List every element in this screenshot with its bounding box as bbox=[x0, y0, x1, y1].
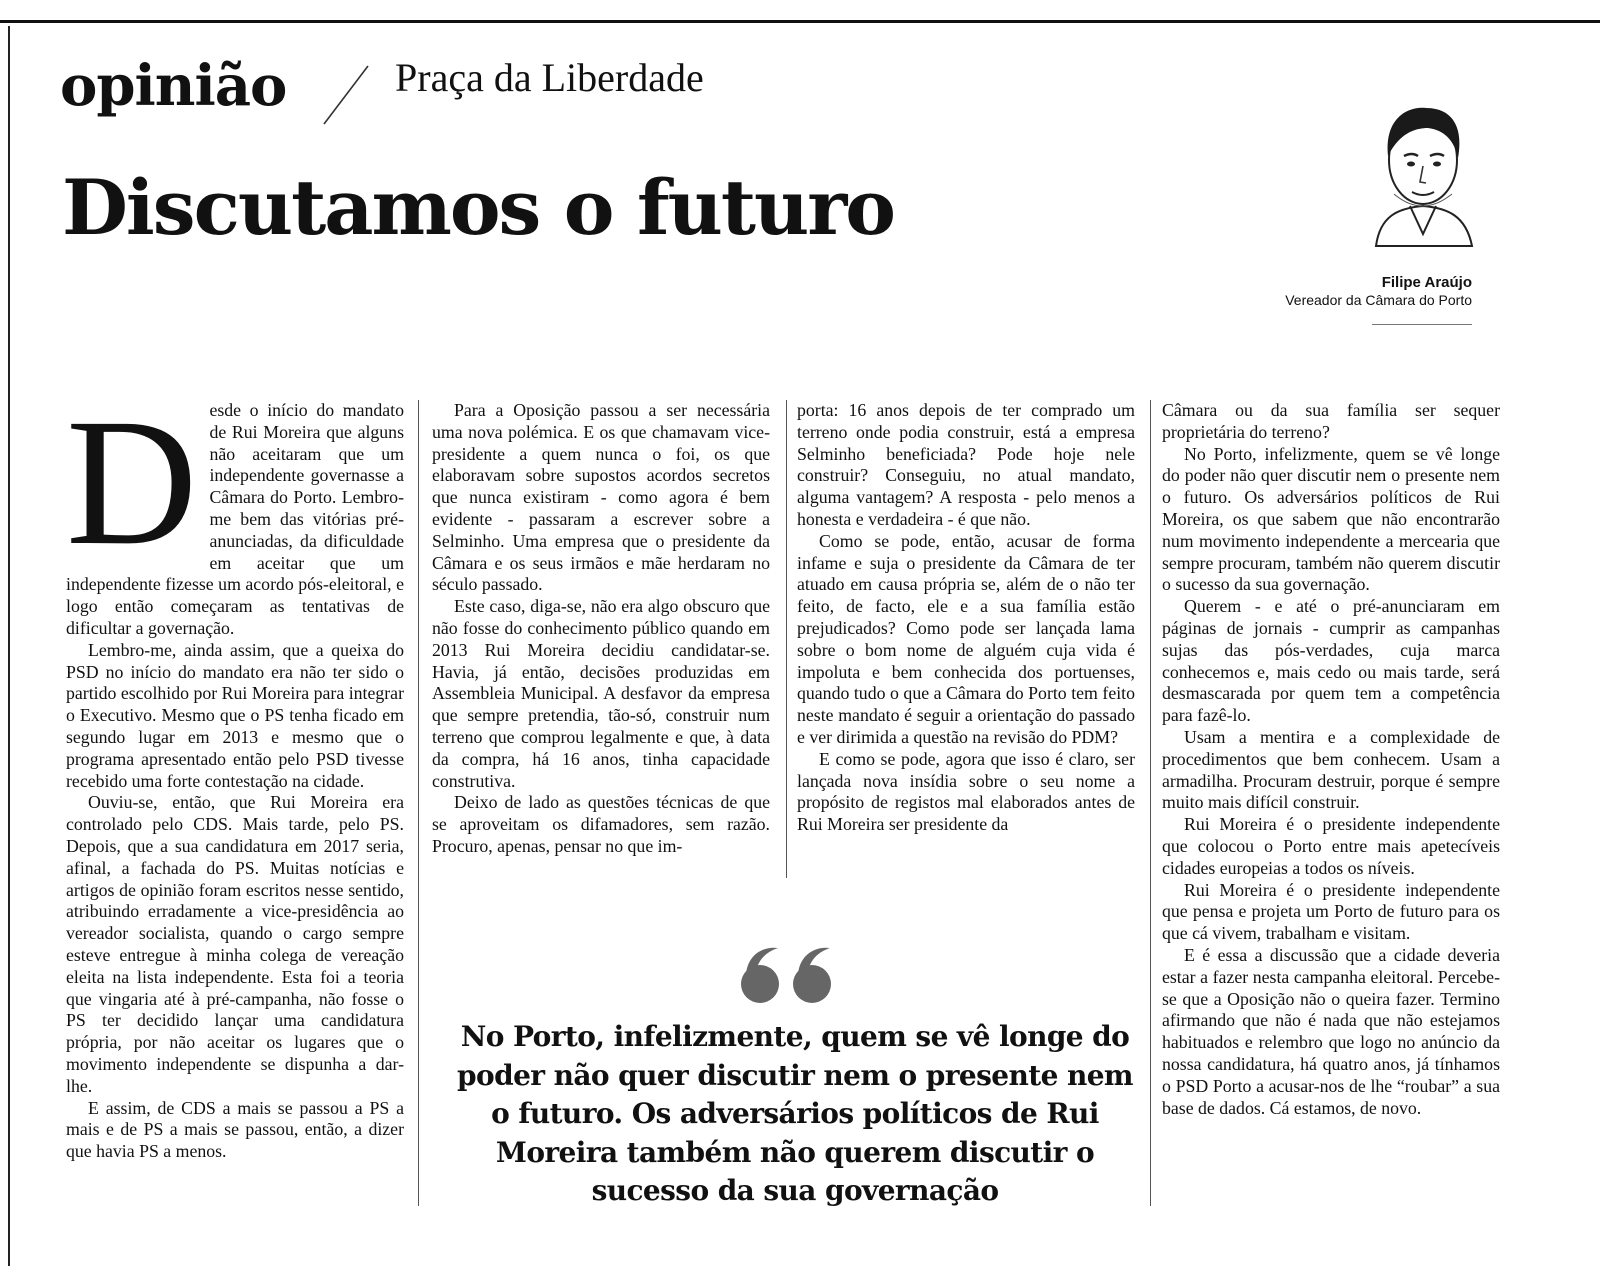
paragraph: Rui Moreira é o presidente independente que pensa e projeta um Porto de futuro para os que cá vivem, trabalham e visitam. bbox=[1162, 879, 1500, 944]
author-role: Vereador da Câmara do Porto bbox=[1285, 292, 1472, 308]
paragraph: Querem - e até o pré-anunciaram em páginas de jornais - cumprir as campanhas sujas das pós-verdades, cuja marca conhecemos e, mais cedo ou mais tarde, será desmascarada por quem tem a competência para fazê-lo. bbox=[1162, 596, 1500, 726]
quote-marks-icon bbox=[734, 944, 842, 1006]
article-column-4 bbox=[1162, 400, 1500, 1119]
author-name: Filipe Araújo bbox=[1381, 274, 1472, 291]
paragraph: Usam a mentira e a complexidade de procedimentos que bem conhecem. Usam a armadilha. Procuram destruir, porque é sempre muito mais difícil construir. bbox=[1162, 726, 1500, 813]
column-rule bbox=[418, 400, 419, 1206]
paragraph: E assim, de CDS a mais se passou a PS a mais e de PS a mais se passou, então, a dizer que havia PS a menos. bbox=[66, 1097, 404, 1162]
paragraph: Rui Moreira é o presidente independente que colocou o Porto entre mais apetecíveis cidades europeias a todos os níveis. bbox=[1162, 814, 1500, 878]
column-rule bbox=[786, 400, 787, 878]
author-portrait-icon bbox=[1368, 98, 1478, 248]
paragraph: Para a Oposição passou a ser necessária uma nova polémica. E os que chamavam vice-presidente a quem nunca o foi, os que elaboravam sobre supostos acordos secretos que nunca existiram - como agora é bem evidente - passaram a escrever sobre a Selminho. Uma empresa que o presidente da Câmara e os seus irmãos e mãe herdaram no século passado. bbox=[432, 400, 770, 595]
paragraph: E como se pode, agora que isso é claro, ser lançada nova insídia sobre o seu nome a propósito de registos mal elaborados antes de Rui Moreira ser presidente da bbox=[797, 748, 1135, 835]
paragraph: Ouviu-se, então, que Rui Moreira era controlado pelo CDS. Mais tarde, pelo PS. Depois, que a sua candidatura em 2017 seria, afinal, a fachada do PS. Muitas notícias e artigos de opinião foram escritos nesse sentido, atribuindo erradamente a vice-presidência ao vereador socialista, quando o cargo sempre esteve entregue à minha colega de vereação eleita na lista independente. Esta foi a teoria que vingaria até à pré-campanha, não fosse o PS ter decidido lançar uma candidatura própria, por não aceitar os lugares que o movimento independente se dispunha a dar-lhe. bbox=[66, 792, 404, 1096]
paragraph: No Porto, infelizmente, quem se vê longe do poder não quer discutir nem o presente nem o futuro. Os adversários políticos de Rui Moreira, os que sabem que não encontrarão num movimento independente a mercearia que sempre procuram, também não querem discutir o sucesso da sua governação. bbox=[1162, 443, 1500, 595]
column-name: Praça da Liberdade bbox=[395, 55, 704, 100]
article-column-1 bbox=[66, 382, 404, 1163]
author-rule bbox=[1372, 324, 1472, 325]
section-label: opinião bbox=[60, 53, 287, 119]
paragraph: Lembro-me, ainda assim, que a queixa do PSD no início do mandato era não ter sido o partido escolhido por Rui Moreira para integrar o Executivo. Mesmo que o PS tenha ficado em segundo lugar em 2013 e mesmo que o programa apresentado então pelo PSD tivesse recebido uma forte contestação na cidade. bbox=[66, 639, 404, 791]
paragraph: Como se pode, então, acusar de forma infame e suja o presidente da Câmara de ter atuado em causa própria se, além de o não ter feito, de facto, ele e a sua família estão prejudicados? Como pode ser lançada lama sobre o bom nome de alguém cuja vida é impoluta e bem conhecida dos portuenses, quando tudo o que a Câmara do Porto tem feito neste mandato é seguir a orientação do passado e ver dirimida a questão na revisão do PDM? bbox=[797, 530, 1135, 747]
column-rule bbox=[1150, 400, 1151, 1206]
slash-divider-icon bbox=[320, 64, 372, 126]
paragraph: Este caso, diga-se, não era algo obscuro que não fosse do conhecimento público quando em 2013 Rui Moreira decidiu candidatar-se. Havia, já então, decisões produzidas em Assembleia Municipal. A desfavor da empresa que sempre pretendia, tão-só, construir num terreno que comprou legalmente e que, à data da compra, há 16 anos, tinha capacidade construtiva. bbox=[432, 596, 770, 791]
article-column-2 bbox=[432, 400, 770, 858]
paragraph: porta: 16 anos depois de ter comprado um terreno onde podia construir, está a empresa Selminho beneficiada? Pode hoje nele construir? Conseguiu, no atual mandato, alguma vantagem? A resposta - pelo menos a honesta e verdadeira - é que não. bbox=[797, 400, 1135, 529]
paragraph: E é essa a discussão que a cidade deveria estar a fazer nesta campanha eleitoral. Percebe-se que a Oposição não o queira fazer. Termino afirmando que não é nada que não estejamos habituados e relembro que logo no anúncio da nossa candidatura, há quatro anos, já tínhamos o PSD Porto a acusar-nos de lhe “roubar” a sua base de dados. Cá estamos, de novo. bbox=[1162, 944, 1500, 1118]
paragraph: Desde o início do mandato de Rui Moreira que alguns não aceitaram que um independente governasse a Câmara do Porto. Lembro-me bem das vitórias pré-anunciadas, da dificuldade em aceitar que um independente fizesse um acordo pós-eleitoral, e logo então começaram as tentativas de dificultar a governação. bbox=[66, 382, 404, 638]
drop-cap: D bbox=[66, 382, 198, 583]
paragraph: Deixo de lado as questões técnicas de que se aproveitam os difamadores, sem razão. Procuro, apenas, pensar no que im- bbox=[432, 792, 770, 856]
paragraph: Câmara ou da sua família ser sequer proprietária do terreno? bbox=[1162, 400, 1500, 442]
top-rule bbox=[0, 20, 1600, 23]
headline: Discutamos o futuro bbox=[62, 163, 894, 252]
pull-quote: No Porto, infelizmente, quem se vê longe do poder não quer discutir nem o presente nem o futuro. Os adversários políticos de Rui Moreira também não querem discutir o sucesso da sua governação bbox=[457, 1020, 1133, 1207]
article-column-3 bbox=[797, 400, 1135, 836]
